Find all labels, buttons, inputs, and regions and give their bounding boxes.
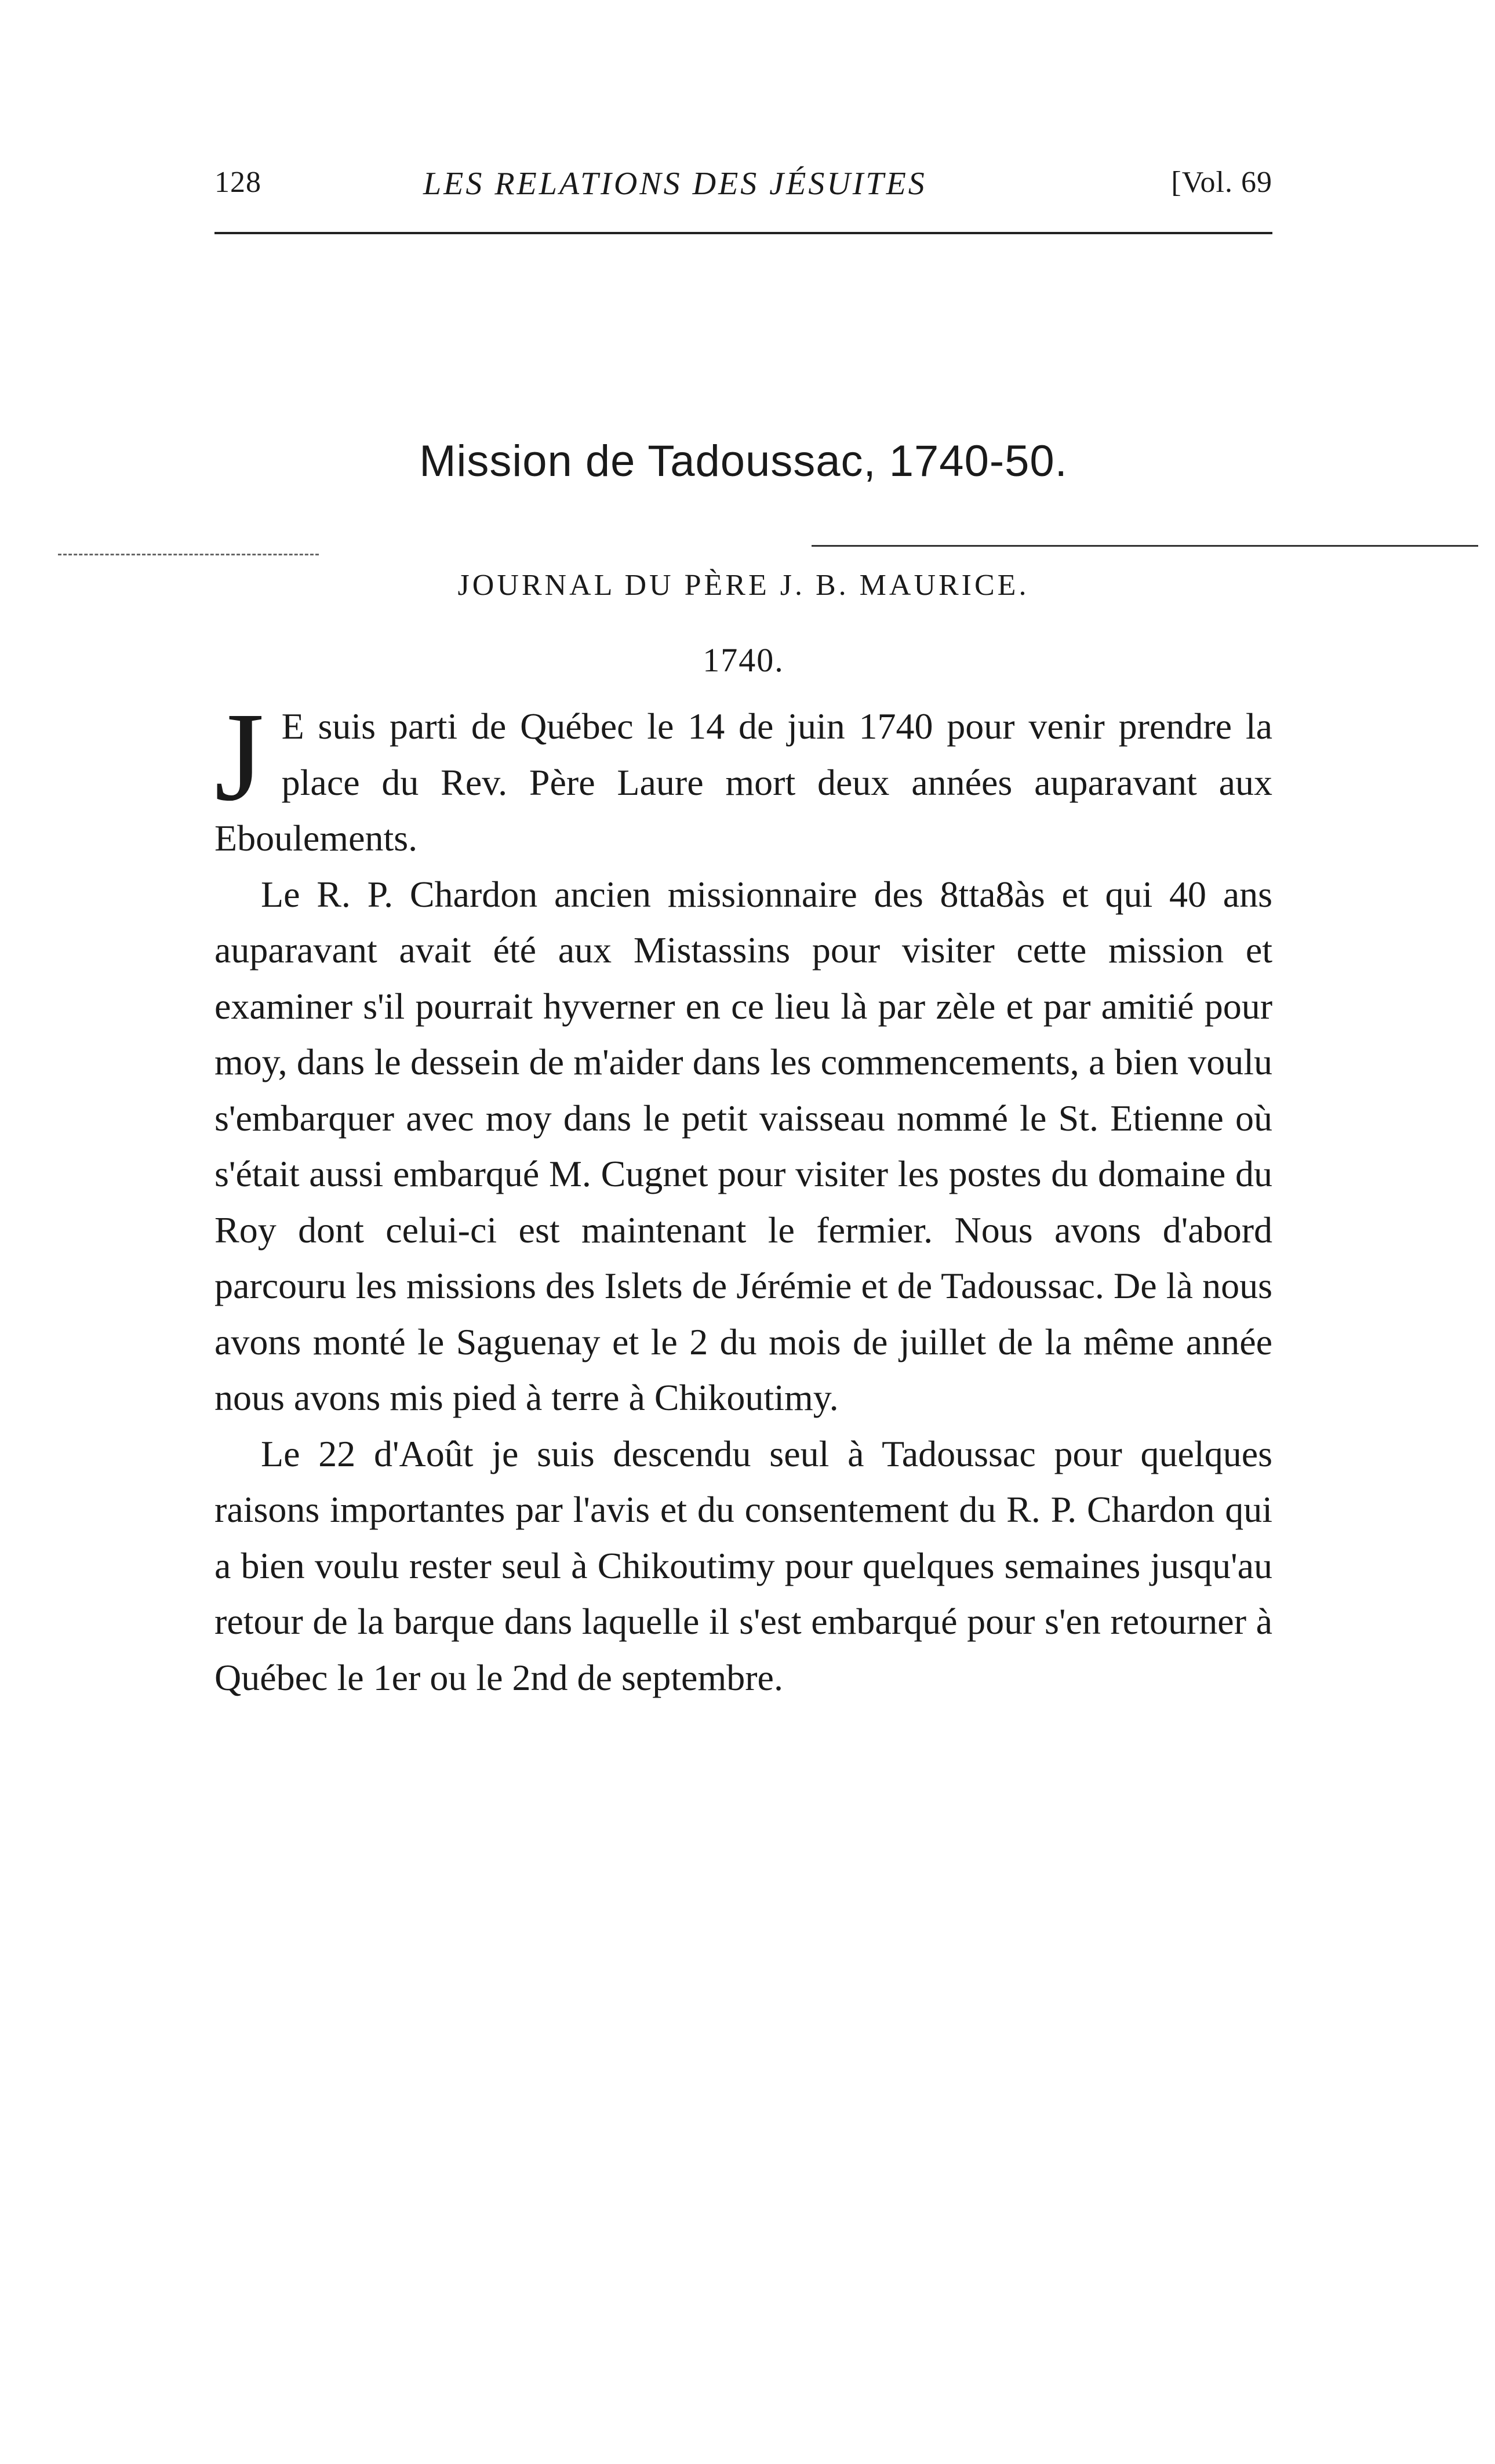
- title-divider-right: [812, 545, 1478, 547]
- page-number: 128: [214, 166, 261, 199]
- volume-label: [Vol. 69: [1171, 166, 1272, 199]
- paragraph-1-text: E suis parti de Québec le 14 de juin 1740 pour venir prendre la place du Rev. Père Laure mort deux années auparavant aux Eboulements.: [214, 706, 1272, 859]
- drop-cap: J: [214, 686, 264, 827]
- paragraph-1: [214, 686, 1272, 867]
- header-rule: [214, 232, 1272, 234]
- year-heading: 1740.: [703, 641, 784, 679]
- title-divider-left: [58, 554, 319, 555]
- paragraph-3: Le 22 d'Août je suis descendu seul à Tadoussac pour quelques raisons importantes par l'avis et du consentement du R. P. Chardon qui a bien voulu rester seul à Chikoutimy pour quelques semaines jusqu'au retour de la barque dans laquelle il s'est embarqué pour s'en retourner à Québec le 1er ou le 2nd de septembre.: [214, 1433, 1272, 1698]
- section-title: Mission de Tadoussac, 1740-50.: [419, 437, 1068, 486]
- running-header: [214, 165, 1272, 212]
- journal-subtitle: JOURNAL DU PÈRE J. B. MAURICE.: [457, 569, 1030, 602]
- running-title: LES RELATIONS DES JÉSUITES: [423, 166, 927, 202]
- body-text: [214, 686, 1272, 1706]
- paragraph-2: Le R. P. Chardon ancien missionnaire des 8tta8às et qui 40 ans auparavant avait été aux Mistassins pour visiter cette mission et examiner s'il pourrait hyverner en ce lieu là par zèle et par amitié pour moy, dans le dessein de m'aider dans les commencements, a bien voulu s'embarquer avec moy dans le petit vaisseau nommé le St. Etienne où s'était aussi embarqué M. Cugnet pour visiter les postes du domaine du Roy dont celui-ci est maintenant le fermier. Nous avons d'abord parcouru les missions des Islets de Jérémie et de Tadoussac. De là nous avons monté le Saguenay et le 2 du mois de juillet de la même année nous avons mis pied à terre à Chikoutimy.: [214, 873, 1272, 1418]
